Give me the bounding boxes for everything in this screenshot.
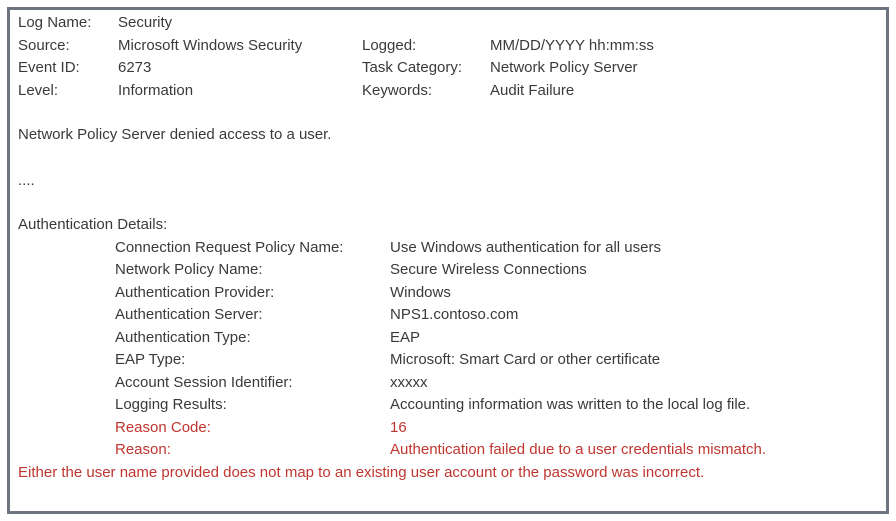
detail-label: Network Policy Name: [115,261,263,278]
field-value: Microsoft Windows Security [118,36,303,54]
detail-label: Account Session Identifier: [115,373,293,391]
field-label [362,12,490,35]
detail-row [115,372,878,395]
detail-value: Use Windows authentication for all users [390,238,661,256]
field-label: Level: [18,81,59,99]
detail-value: NPS1.contoso.com [390,306,519,323]
field-label: Log Name: [18,14,92,31]
event-description: Network Policy Server denied access to a user. [18,126,332,143]
event-header [18,12,878,102]
detail-value: Microsoft: Smart Card or other certificate [390,351,661,368]
detail-label: Reason Code: [115,418,211,436]
detail-row-reason [115,439,878,462]
detail-value: 16 [390,418,407,436]
detail-row [115,327,878,350]
reason-explanation: Either the user name provided does not map to an existing user account or the password was incorrect. [18,463,705,481]
detail-row [115,304,878,327]
detail-value: EAP [390,328,421,346]
detail-label: Authentication Type: [115,328,251,346]
field-label: Event ID: [18,59,80,76]
detail-value: Accounting information was written to the local log file. [390,396,751,413]
field-value: MM/DD/YYYY hh:mm:ss [490,36,654,54]
detail-row [115,349,878,372]
field-value [490,12,878,35]
authentication-details-list [18,237,878,462]
field-label: Source: [18,36,70,54]
detail-label: Connection Request Policy Name: [115,238,344,256]
field-value: Audit Failure [490,81,575,99]
detail-label: Authentication Provider: [115,283,275,301]
detail-label: EAP Type: [115,351,186,368]
authentication-details-heading: Authentication Details: [18,216,168,233]
field-row [18,80,878,103]
detail-value: Windows [390,283,451,301]
detail-value: Secure Wireless Connections [390,261,587,278]
field-label: Logged: [362,36,417,54]
field-row [18,35,878,58]
ellipsis-line: .... [18,171,35,189]
field-label: Task Category: [362,59,463,76]
detail-row [115,394,878,417]
detail-row [115,237,878,260]
detail-row [115,259,878,282]
detail-value: xxxxx [390,373,428,391]
field-value: Network Policy Server [490,59,638,76]
detail-row [115,282,878,305]
detail-label: Reason: [115,441,171,458]
field-value: 6273 [118,59,152,76]
field-row [18,57,878,80]
detail-label: Authentication Server: [115,306,263,323]
field-row [18,12,878,35]
detail-label: Logging Results: [115,396,227,413]
detail-row-reason-code [115,417,878,440]
detail-value: Authentication failed due to a user credentials mismatch. [390,441,767,458]
field-value: Information [118,81,194,99]
event-log-panel [7,7,889,514]
field-label: Keywords: [362,81,433,99]
field-value: Security [118,14,173,31]
